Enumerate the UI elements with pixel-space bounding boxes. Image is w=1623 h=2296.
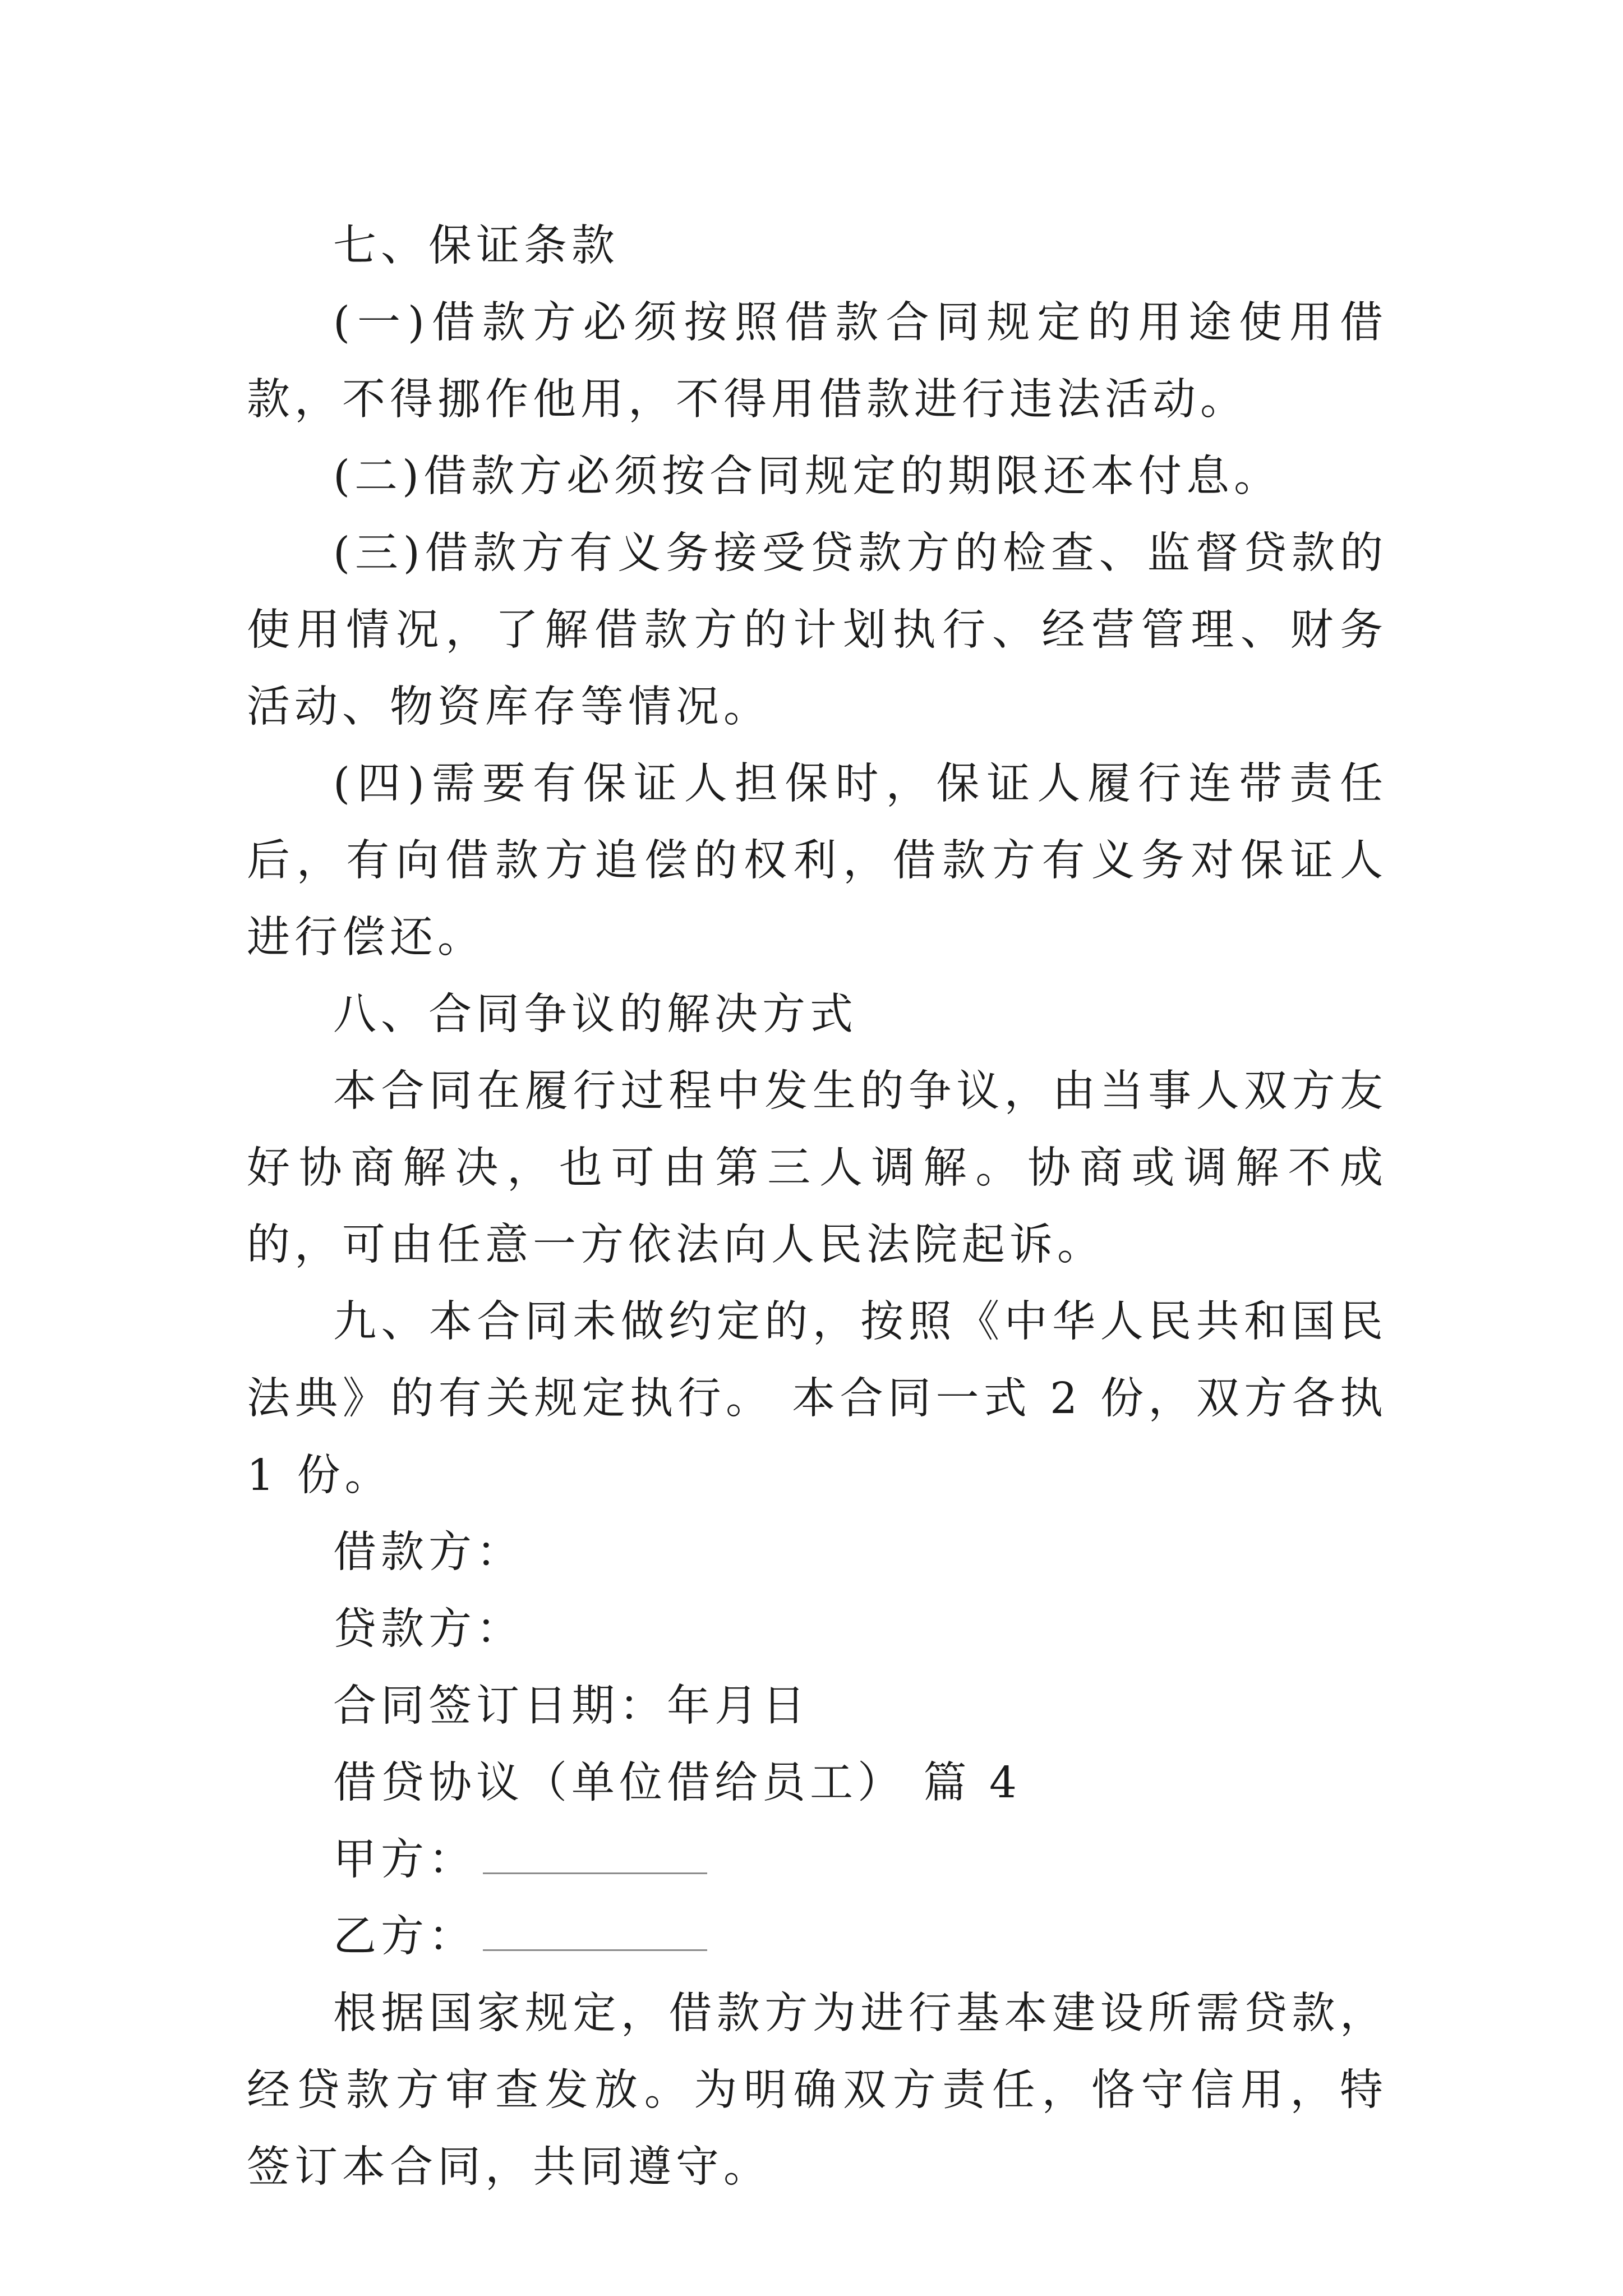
party-b-label: 乙方： <box>333 1912 476 1962</box>
section-7-heading: 七、保证条款 <box>333 221 619 271</box>
section-7-item-3: (三)借款方有义务接受贷款方的检查、监督贷款的使用情况，了解借款方的计划执行、经营管理、财务活动、物资库存等情况。 <box>247 528 1387 732</box>
party-a-label: 甲方： <box>333 1835 476 1885</box>
party-b-line <box>247 1898 1387 1975</box>
borrower-signature-line: 借款方： <box>333 1527 524 1577</box>
section-8-body: 本合同在履行过程中发生的争议，由当事人双方友好协商解决，也可由第三人调解。协商或调解不成的，可由任意一方依法向人民法院起诉。 <box>247 1066 1387 1270</box>
document-body <box>247 208 1387 2206</box>
agreement-4-title: 借贷协议（单位借给员工） 篇 4 <box>333 1758 1021 1808</box>
party-a-line <box>247 1821 1387 1898</box>
party-b-blank <box>483 1913 707 1951</box>
section-7-item-1: (一)借款方必须按照借款合同规定的用途使用借款，不得挪作他用，不得用借款进行违法活动。 <box>247 298 1387 425</box>
section-7-item-2: (二)借款方必须按合同规定的期限还本付息。 <box>333 452 1282 501</box>
signing-date-line: 合同签订日期：年月日 <box>333 1681 810 1731</box>
section-7-item-4: (四)需要有保证人担保时，保证人履行连带责任后，有向借款方追偿的权利，借款方有义务对保证人进行偿还。 <box>247 759 1387 963</box>
party-a-blank <box>483 1837 707 1874</box>
lender-signature-line: 贷款方： <box>333 1604 524 1654</box>
section-8-heading: 八、合同争议的解决方式 <box>333 990 857 1039</box>
agreement-4-preamble: 根据国家规定，借款方为进行基本建设所需贷款，经贷款方审查发放。为明确双方责任，恪守信用，特签订本合同，共同遵守。 <box>247 1989 1387 2192</box>
section-9-body: 九、本合同未做约定的，按照《中华人民共和国民法典》的有关规定执行。 本合同一式 2 份，双方各执 1 份。 <box>247 1297 1387 1501</box>
